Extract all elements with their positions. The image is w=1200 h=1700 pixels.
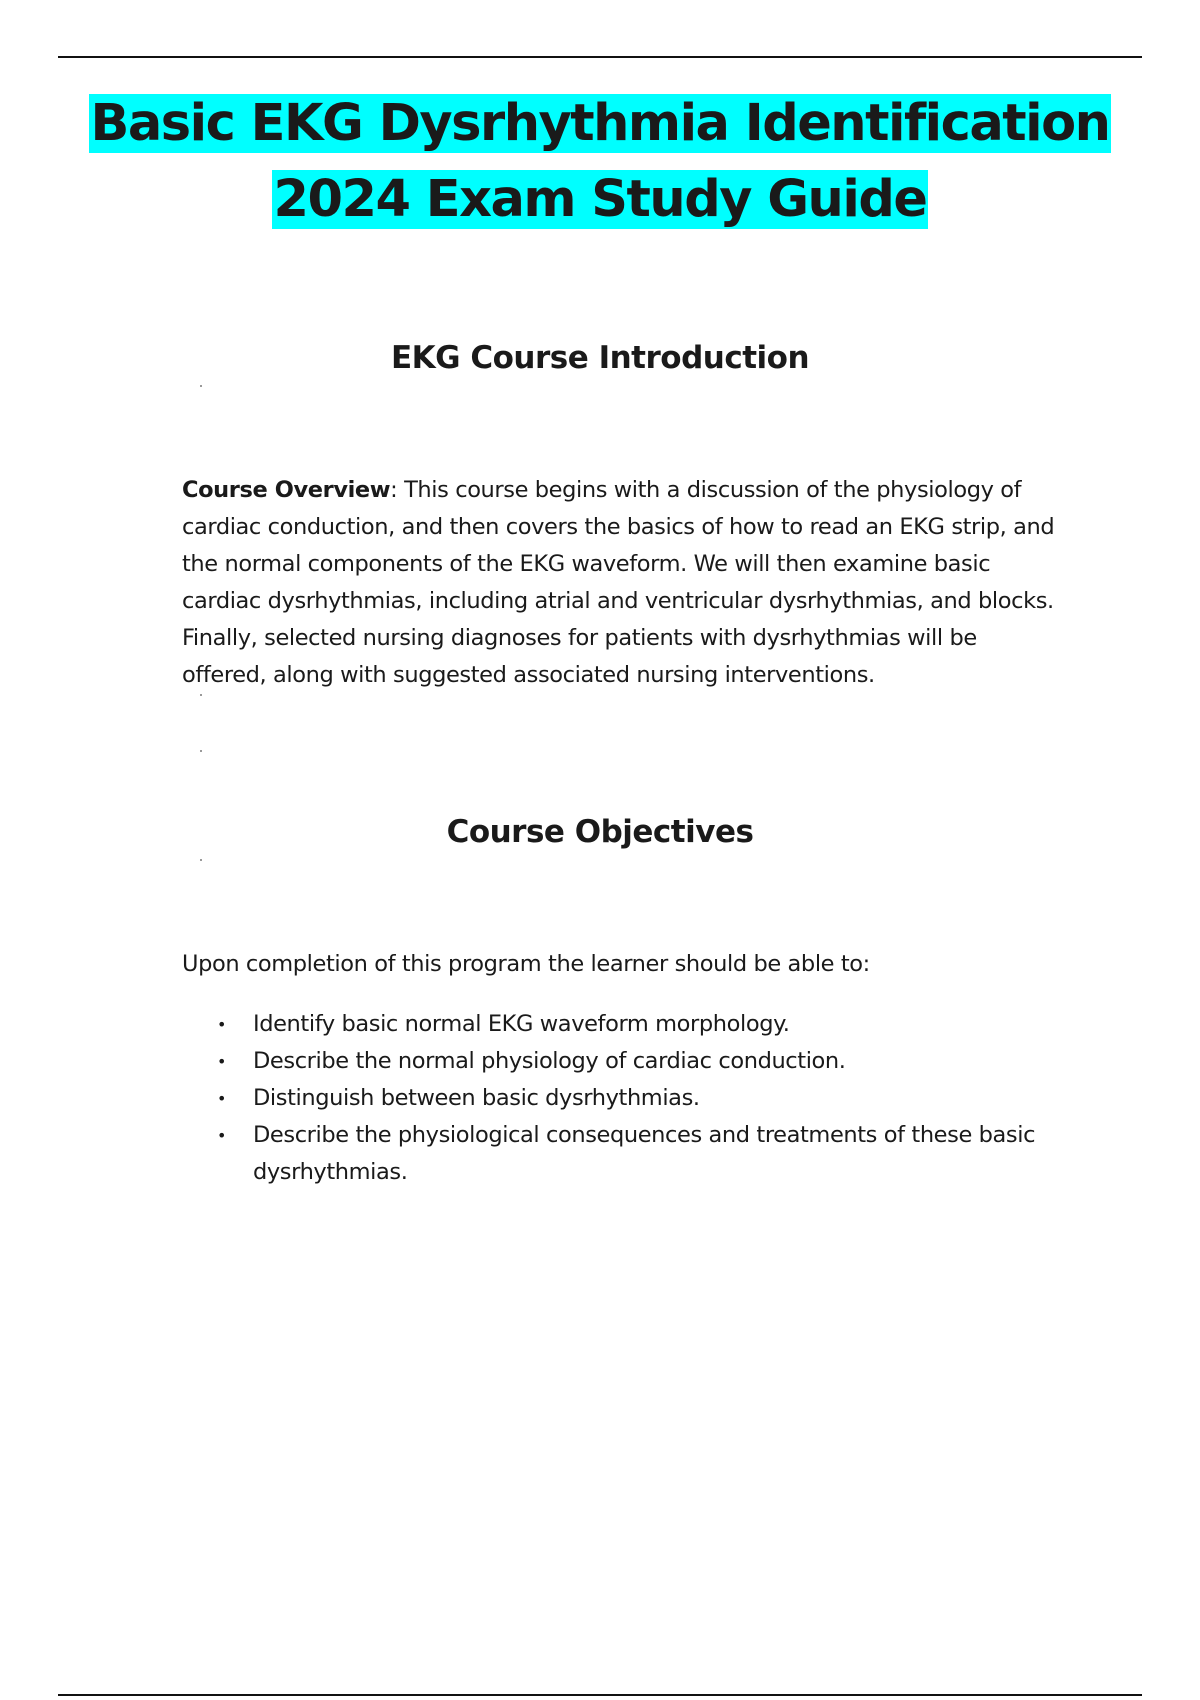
title-line-2: 2024 Exam Study Guide (273, 170, 927, 229)
list-item: • Describe the physiological consequences and treatments of these basic dysrhythmias. (182, 1117, 1062, 1191)
bottom-rule (58, 1694, 1142, 1696)
stray-dot-mark (200, 859, 202, 861)
bullet-icon: • (217, 1126, 227, 1145)
stray-dot-mark (200, 385, 202, 387)
list-item: • Identify basic normal EKG waveform morphology. (182, 1006, 1062, 1043)
top-rule (58, 56, 1142, 58)
list-item: • Describe the normal physiology of cardiac conduction. (182, 1043, 1062, 1080)
bullet-icon: • (217, 1052, 227, 1071)
stray-dot-mark (200, 750, 202, 752)
objectives-intro: Upon completion of this program the learner should be able to: (182, 951, 870, 977)
objectives-heading: Course Objectives (446, 814, 754, 850)
stray-dot-mark (200, 694, 202, 696)
course-overview-paragraph (182, 472, 1062, 694)
objectives-list (182, 1006, 1062, 1191)
bullet-icon: • (217, 1015, 227, 1034)
title-line-1: Basic EKG Dysrhythmia Identification (90, 94, 1110, 153)
bullet-icon: • (217, 1089, 227, 1108)
course-overview-label: Course Overview (182, 477, 391, 503)
list-item: • Distinguish between basic dysrhythmias. (182, 1080, 1062, 1117)
introduction-heading: EKG Course Introduction (390, 340, 810, 376)
course-overview-text: : This course begins with a discussion of the physiology of cardiac conduction, and then covers the basics of how to read an EKG strip, and the normal components of the EKG waveform. We will then examine basic cardiac dysrhythmias, including atrial and ventricular dysrhythmias, and blocks. Finally, selected nursing diagnoses for patients with dysrhythmias will be offered, along with suggested associated nursing interventions. (182, 477, 1055, 688)
document-title (0, 86, 1200, 238)
